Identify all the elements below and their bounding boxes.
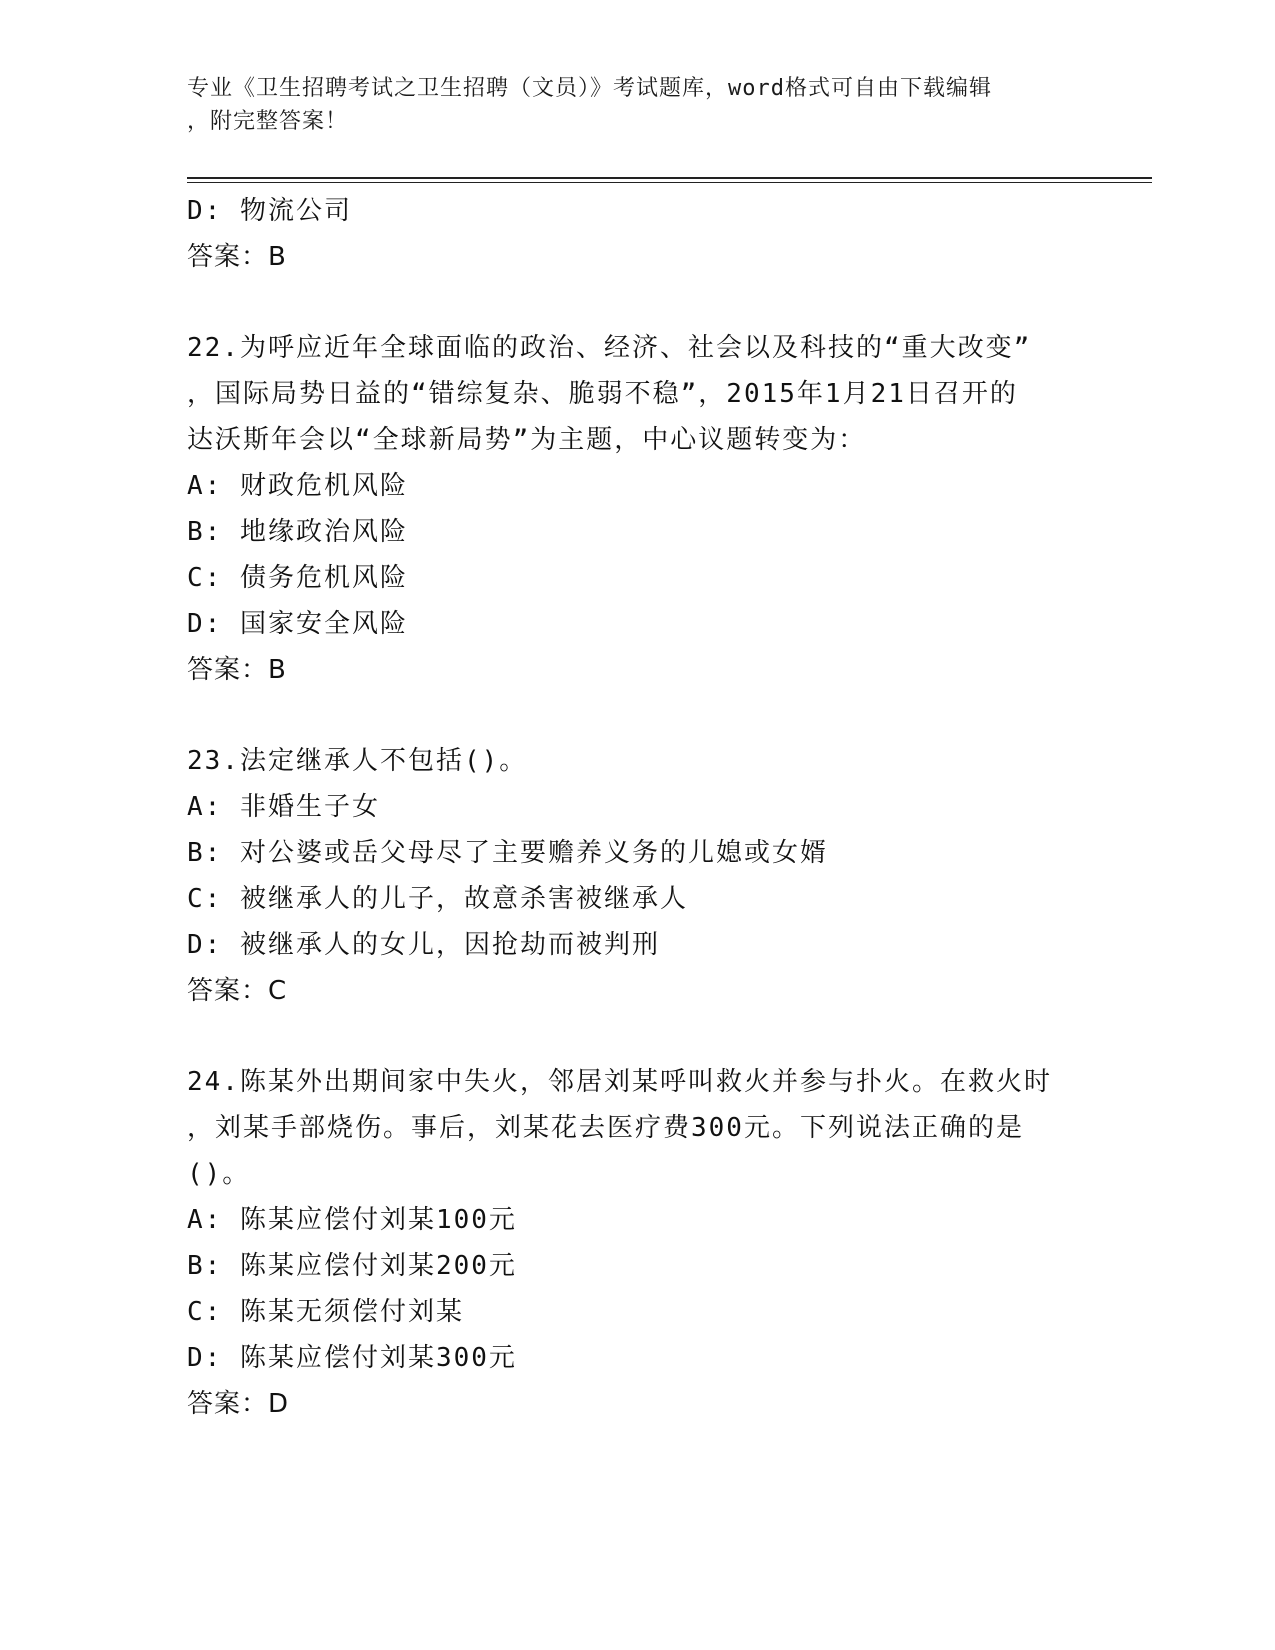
- spacer: [187, 693, 1127, 738]
- question-stem-line-1: 23.法定继承人不包括()。: [187, 746, 528, 776]
- option-d: D: 陈某应偿付刘某300元: [187, 1343, 517, 1373]
- option-a: A: 陈某应偿付刘某100元: [187, 1205, 517, 1235]
- question-stem-line-3: ()。: [187, 1159, 251, 1189]
- question-21-tail: [187, 188, 1127, 280]
- question-23: [187, 738, 1127, 1014]
- header-title-line-1: 专业《卫生招聘考试之卫生招聘（文员）》考试题库，word格式可自由下载编辑: [187, 76, 992, 101]
- question-22: [187, 325, 1127, 693]
- answer-line: 答案：B: [187, 655, 287, 685]
- document-body: [187, 188, 1127, 1427]
- option-b: B: 对公婆或岳父母尽了主要赡养义务的儿媳或女婿: [187, 838, 828, 868]
- option-b: B: 陈某应偿付刘某200元: [187, 1251, 517, 1281]
- option-c: C: 债务危机风险: [187, 563, 408, 593]
- header-divider-thin: [187, 182, 1152, 183]
- option-c: C: 被继承人的儿子，故意杀害被继承人: [187, 884, 688, 914]
- option-c: C: 陈某无须偿付刘某: [187, 1297, 464, 1327]
- spacer: [187, 280, 1127, 325]
- option-a: A: 财政危机风险: [187, 471, 408, 501]
- answer-line: 答案：D: [187, 1389, 290, 1419]
- option-d: D: 国家安全风险: [187, 609, 408, 639]
- spacer: [187, 1014, 1127, 1059]
- question-stem-line-3: 达沃斯年会以“全球新局势”为主题，中心议题转变为：: [187, 425, 867, 455]
- option-b: B: 地缘政治风险: [187, 517, 408, 547]
- question-stem-line-1: 24.陈某外出期间家中失火，邻居刘某呼叫救火并参与扑火。在救火时: [187, 1067, 1052, 1097]
- question-stem-line-2: ，刘某手部烧伤。事后，刘某花去医疗费300元。下列说法正确的是: [187, 1113, 1024, 1143]
- option-a: A: 非婚生子女: [187, 792, 380, 822]
- answer-line: 答案：C: [187, 976, 288, 1006]
- question-stem-line-2: ，国际局势日益的“错综复杂、脆弱不稳”，2015年1月21日召开的: [187, 379, 1018, 409]
- header-title-line-2: ，附完整答案！: [187, 109, 349, 134]
- option-d: D: 物流公司: [187, 196, 352, 226]
- option-d: D: 被继承人的女儿，因抢劫而被判刑: [187, 930, 660, 960]
- document-header: [187, 72, 1067, 138]
- header-divider-thick: [187, 177, 1152, 179]
- question-24: [187, 1059, 1127, 1427]
- answer-line: 答案：B: [187, 242, 287, 272]
- question-stem-line-1: 22.为呼应近年全球面临的政治、经济、社会以及科技的“重大改变”: [187, 333, 1032, 363]
